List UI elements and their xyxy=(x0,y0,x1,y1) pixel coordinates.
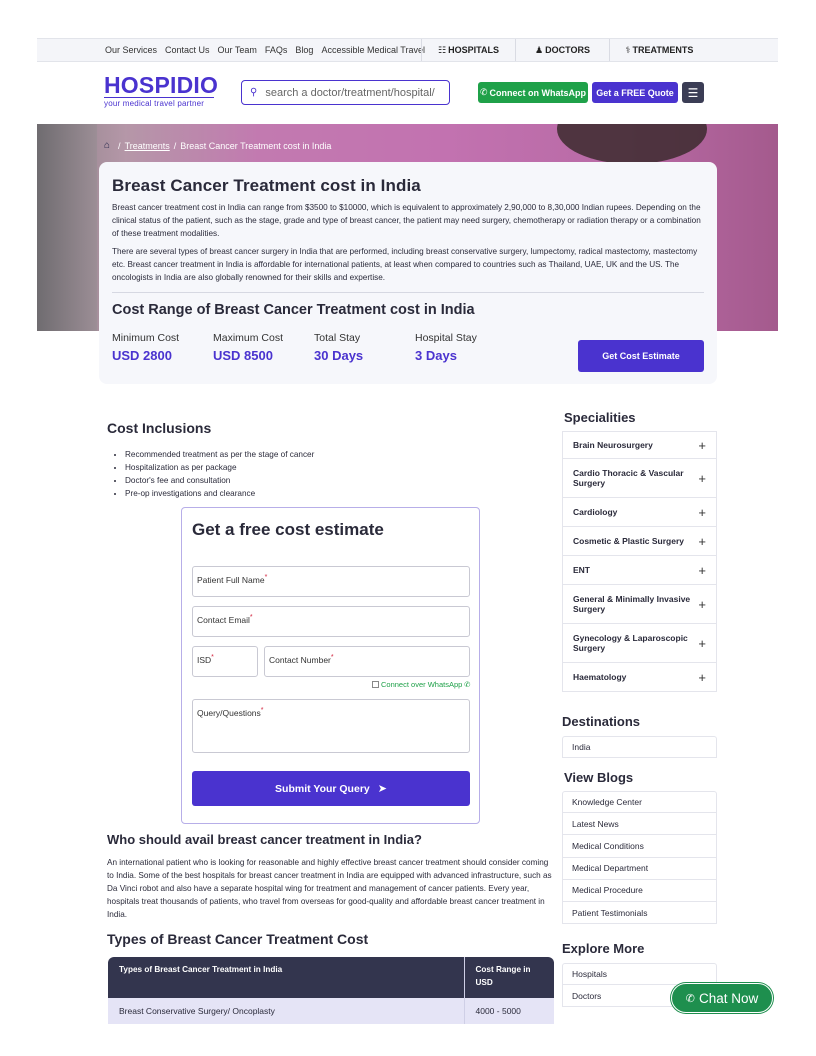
doctor-icon: ♟ xyxy=(535,44,544,55)
speciality-item[interactable]: Cardio Thoracic & Vascular Surgery + xyxy=(562,459,717,498)
stat-maximum-cost: Maximum Cost USD 8500 xyxy=(213,331,284,363)
card-divider xyxy=(112,292,704,293)
top-link-faqs[interactable]: FAQs xyxy=(264,45,288,55)
isd-field[interactable]: ISD* xyxy=(192,646,258,677)
cost-inclusions-list xyxy=(125,448,314,500)
plus-icon[interactable]: + xyxy=(698,596,706,612)
email-field[interactable]: Contact Email* xyxy=(192,606,470,637)
cost-estimate-form xyxy=(181,507,480,824)
nav-treatments[interactable]: ⚕ TREATMENTS xyxy=(609,39,709,61)
plus-icon[interactable]: + xyxy=(698,635,706,651)
cost-inclusions-heading: Cost Inclusions xyxy=(107,420,212,436)
patient-name-field[interactable]: Patient Full Name* xyxy=(192,566,470,597)
query-textarea[interactable]: Query/Questions* xyxy=(192,699,470,753)
treatment-icon: ⚕ xyxy=(625,44,631,55)
column-header-cost: Cost Range in USD xyxy=(464,957,554,998)
speciality-item[interactable]: Haematology + xyxy=(562,663,717,692)
table-row xyxy=(108,998,554,1024)
blogs-list xyxy=(562,791,717,924)
page-title: Breast Cancer Treatment cost in India xyxy=(112,176,421,195)
whatsapp-icon: ✆ xyxy=(685,992,695,1005)
stat-hospital-stay: Hospital Stay 3 Days xyxy=(415,331,477,363)
plus-icon[interactable]: + xyxy=(698,669,706,685)
plus-icon[interactable]: + xyxy=(698,470,706,486)
hero-image-shade xyxy=(37,124,97,331)
explore-item-hospitals[interactable]: Hospitals xyxy=(562,963,717,985)
top-link-our-services[interactable]: Our Services xyxy=(105,45,158,55)
destinations-heading: Destinations xyxy=(562,714,641,729)
plus-icon[interactable]: + xyxy=(698,437,706,453)
plus-icon[interactable]: + xyxy=(698,562,706,578)
breadcrumb: ⌂ / Treatments / Breast Cancer Treatment cost in India xyxy=(104,140,332,151)
free-quote-button[interactable]: Get a FREE Quote xyxy=(592,82,678,103)
treatment-summary-card xyxy=(99,162,717,384)
whatsapp-icon: ✆ xyxy=(464,680,471,689)
list-item: • Recommended treatment as per the stage of cancer xyxy=(125,448,314,461)
blog-item[interactable]: Medical Procedure xyxy=(562,880,717,902)
speciality-item[interactable]: General & Minimally Invasive Surgery + xyxy=(562,585,717,624)
specialities-heading: Specialities xyxy=(564,410,636,425)
speciality-item[interactable]: Cosmetic & Plastic Surgery + xyxy=(562,527,717,556)
top-link-our-team[interactable]: Our Team xyxy=(217,45,257,55)
stat-total-stay: Total Stay 30 Days xyxy=(314,331,364,363)
speciality-item[interactable]: Brain Neurosurgery + xyxy=(562,431,717,459)
submit-query-button[interactable]: Submit Your Query ➤ xyxy=(192,771,470,806)
whatsapp-connect-button[interactable]: ✆ Connect on WhatsApp xyxy=(478,82,588,103)
stat-minimum-cost: Minimum Cost USD 2800 xyxy=(112,331,180,363)
cell-type: Breast Conservative Surgery/ Oncoplasty xyxy=(108,998,464,1024)
hamburger-icon[interactable]: ☰ xyxy=(682,82,704,103)
who-should-avail-text: An international patient who is looking for reasonable and highly effective breast cancer treatment should consider coming to India. Some of the best hospitals for breast cancer treatment in India are equipped with advanced infrastructure, such as Da Vinci robot and also have a separate hospital wing for treatment and management of cancer patients. Every year, hospitals treat thousands of patients, who travel from overseas for good-quality and affordable breast cancer treatment in India. xyxy=(107,858,552,919)
whatsapp-checkbox[interactable]: Connect over WhatsApp ✆ xyxy=(372,680,471,689)
speciality-item[interactable]: Cardiology + xyxy=(562,498,717,527)
whatsapp-icon: ✆ xyxy=(479,87,488,97)
column-header-type: Types of Breast Cancer Treatment in India xyxy=(108,957,464,998)
list-item: • Pre-op investigations and clearance xyxy=(125,487,314,500)
breadcrumb-current: Breast Cancer Treatment cost in India xyxy=(180,140,332,151)
list-item: • Doctor's fee and consultation xyxy=(125,474,314,487)
blog-item[interactable]: Patient Testimonials xyxy=(562,902,717,924)
destination-item-india[interactable]: India xyxy=(562,736,717,758)
nav-doctors[interactable]: ♟ DOCTORS xyxy=(515,39,609,61)
top-nav xyxy=(105,39,433,61)
nav-hospitals[interactable]: ☷ HOSPITALS xyxy=(421,39,515,61)
top-bar xyxy=(37,38,778,62)
specialities-list xyxy=(562,431,717,701)
top-link-blog[interactable]: Blog xyxy=(295,45,314,55)
cost-range-heading: Cost Range of Breast Cancer Treatment cost in India xyxy=(112,301,475,318)
search-icon[interactable]: ⚲ xyxy=(250,87,258,98)
who-should-avail-heading: Who should avail breast cancer treatment in India? xyxy=(107,832,422,847)
plus-icon[interactable]: + xyxy=(698,504,706,520)
intro-paragraph-1: Breast cancer treatment cost in India can range from $3500 to $10000, which is equivalent to approximately 2,90,000 to 8,30,000 Indian rupees. Depending on the clinical status of the patient, such as the stage, grade and type of breast cancer, the patient may need surgery, chemotherapy or radiation therapy or a combination of these treatment modalities. xyxy=(112,203,701,238)
destinations-list xyxy=(562,736,717,758)
phone-field[interactable]: Contact Number* xyxy=(264,646,470,677)
chat-now-button[interactable]: ✆ Chat Now xyxy=(671,983,773,1013)
checkbox[interactable] xyxy=(372,681,379,688)
cell-cost: 4000 - 5000 xyxy=(464,998,554,1024)
blogs-heading: View Blogs xyxy=(564,770,634,785)
table-header-row xyxy=(108,957,554,998)
plus-icon[interactable]: + xyxy=(698,533,706,549)
blog-item[interactable]: Medical Department xyxy=(562,858,717,880)
site-logo[interactable]: HOSPIDIO your medical travel partner xyxy=(104,72,219,108)
hospital-icon: ☷ xyxy=(438,44,447,55)
blog-item[interactable]: Medical Conditions xyxy=(562,835,717,857)
speciality-item[interactable]: ENT + xyxy=(562,556,717,585)
search-box xyxy=(241,80,450,105)
explore-item-doctors[interactable]: Doctors xyxy=(562,985,717,1007)
category-nav xyxy=(421,39,709,61)
hero-image-hair xyxy=(557,124,707,164)
blog-item[interactable]: Latest News xyxy=(562,813,717,835)
search-input[interactable] xyxy=(265,87,440,99)
types-heading: Types of Breast Cancer Treatment Cost xyxy=(107,931,369,947)
top-link-accessible-travel[interactable]: Accessible Medical Travel xyxy=(321,45,425,55)
form-heading: Get a free cost estimate xyxy=(192,520,384,539)
list-item: • Hospitalization as per package xyxy=(125,461,314,474)
intro-paragraph-2: There are several types of breast cancer surgery in India that are performed, including breast conservative surgery, lumpectomy, radical mastectomy, mastectomy etc. Breast cancer treatment in India is affordable for international patients, at least when compared to countries such as Thailand, UAE, UK and the US. The oncologists in India are also globally renowned for their skills and expertise. xyxy=(112,247,698,282)
home-icon[interactable]: ⌂ xyxy=(104,140,111,151)
treatment-cost-table xyxy=(108,957,554,1024)
breadcrumb-treatments-link[interactable]: Treatments xyxy=(124,140,170,151)
get-cost-estimate-button[interactable]: Get Cost Estimate xyxy=(578,340,704,372)
speciality-item[interactable]: Gynecology & Laparoscopic Surgery + xyxy=(562,624,717,663)
send-icon: ➤ xyxy=(377,783,387,795)
explore-heading: Explore More xyxy=(562,941,645,956)
top-link-contact-us[interactable]: Contact Us xyxy=(165,45,210,55)
blog-item[interactable]: Knowledge Center xyxy=(562,791,717,813)
